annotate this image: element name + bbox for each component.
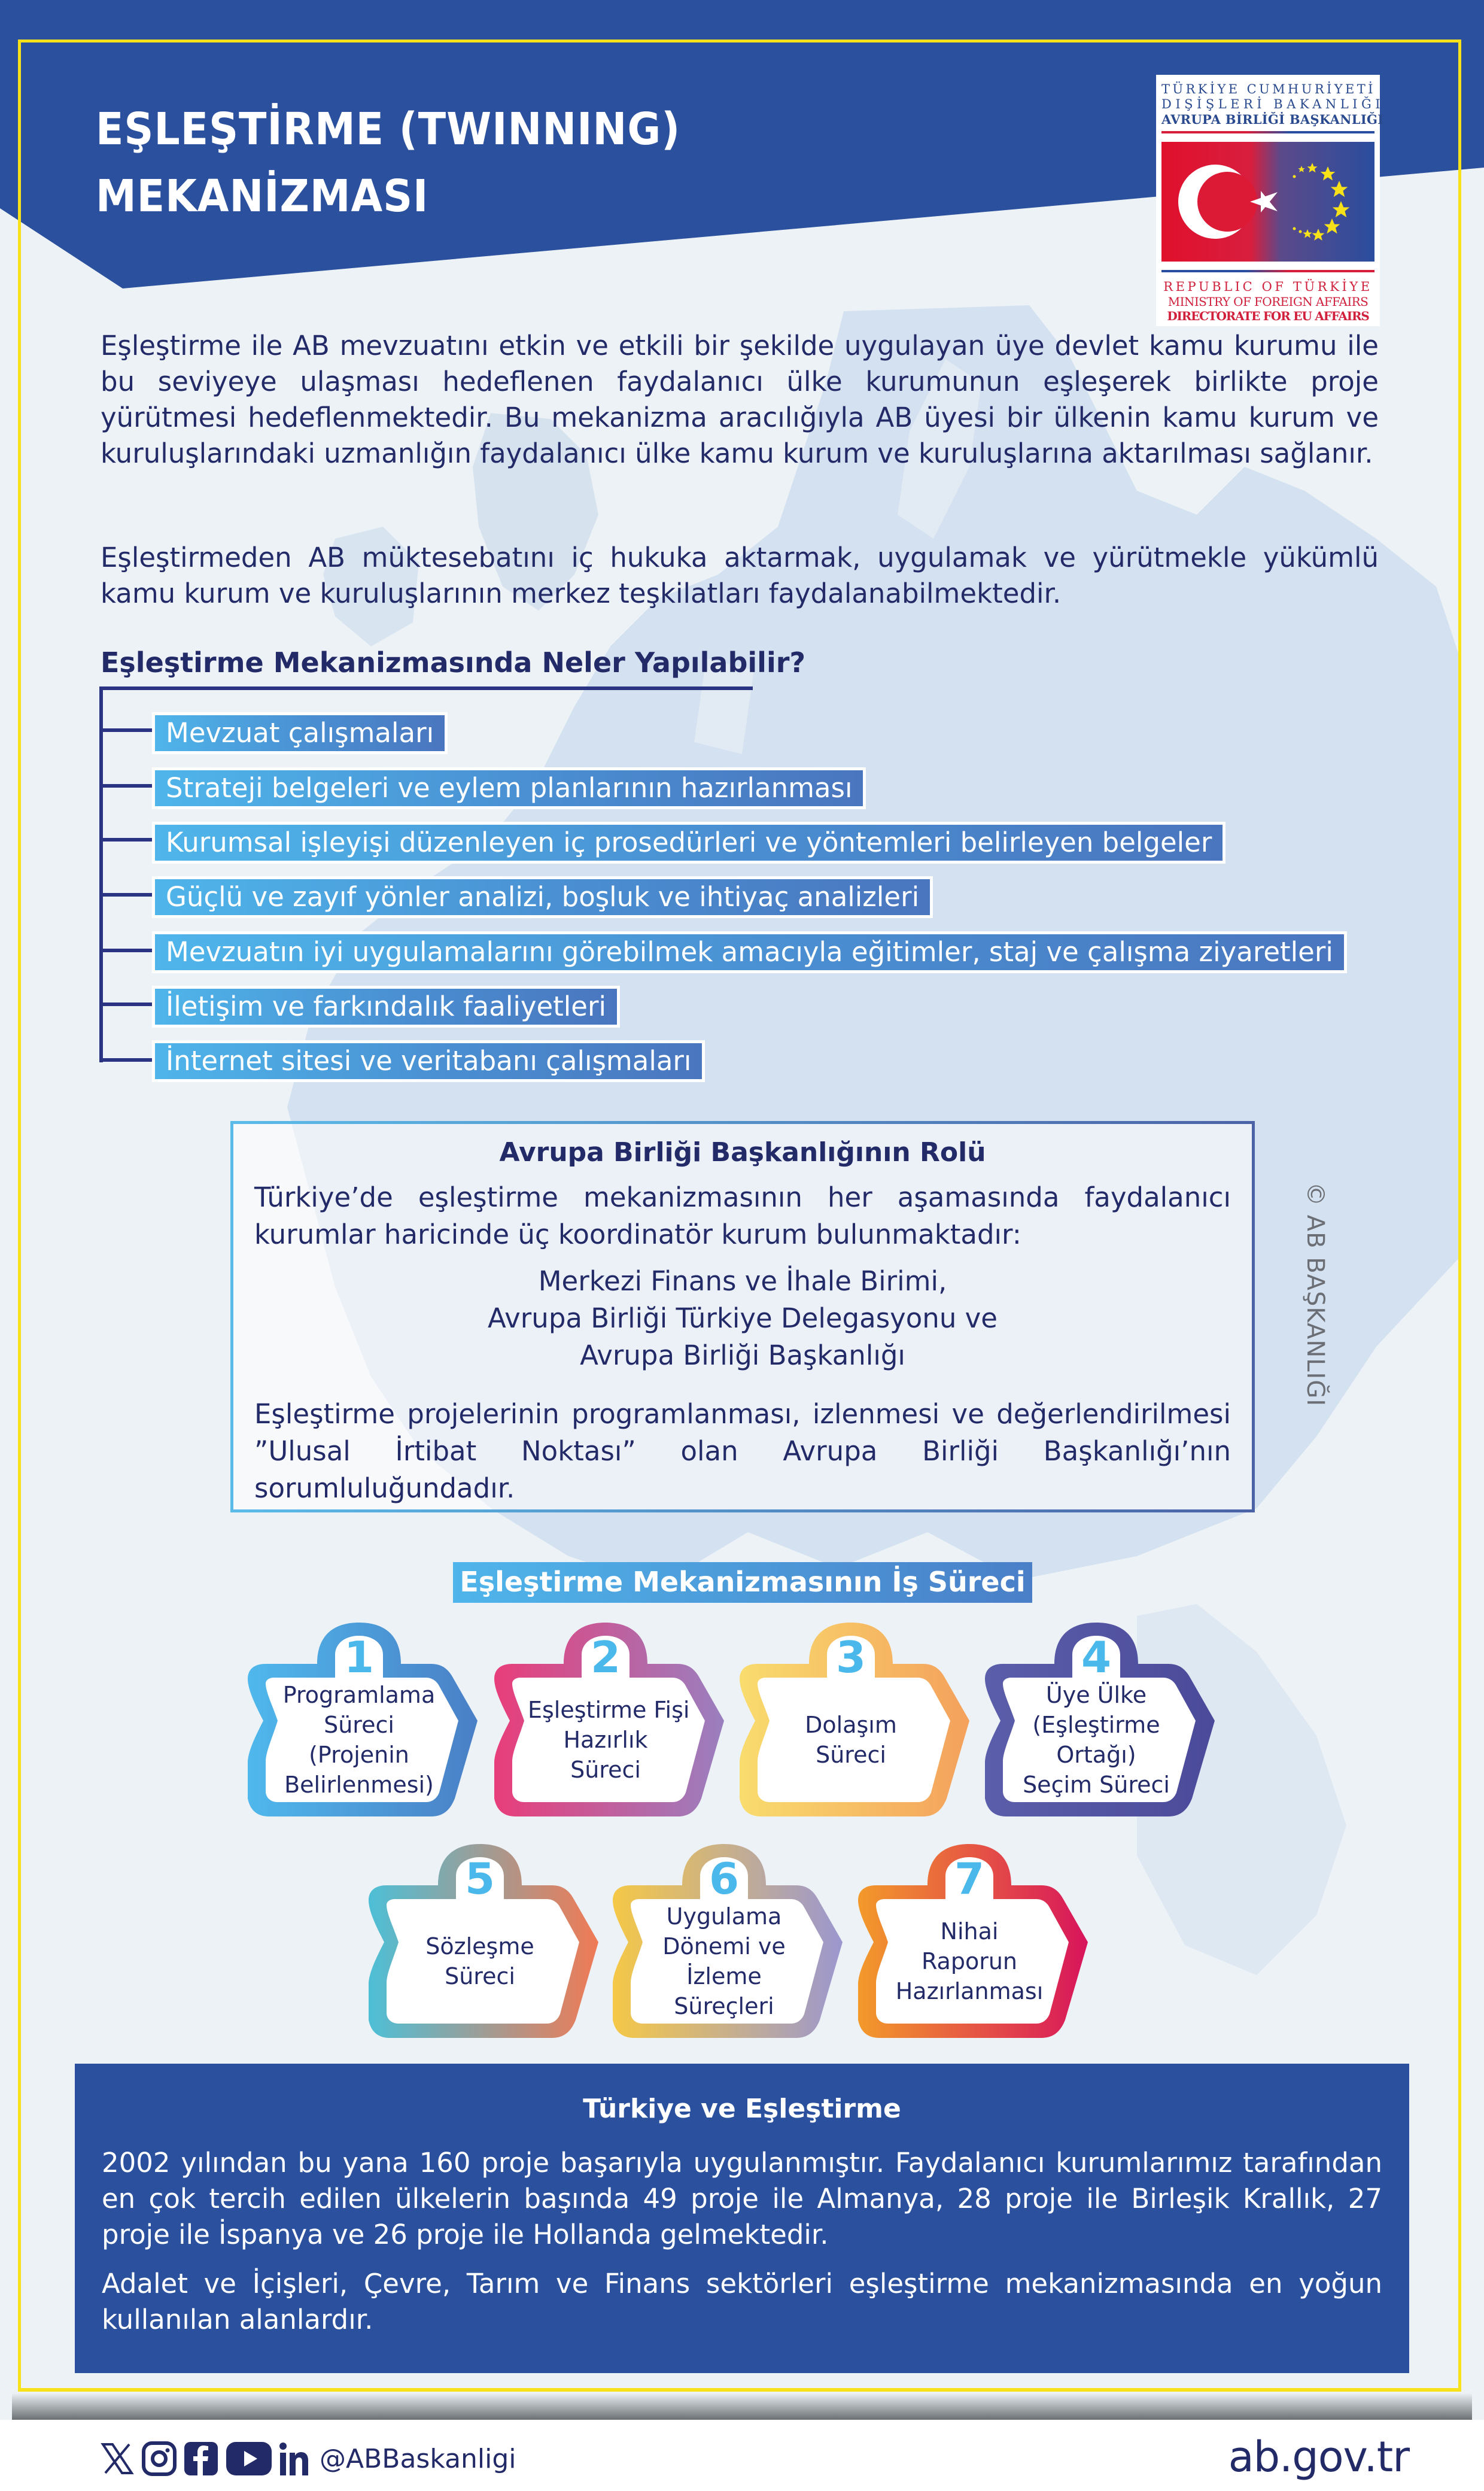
step-number: 6	[708, 1854, 740, 1904]
logo-divider	[1161, 131, 1374, 133]
facebook-icon[interactable]	[183, 2441, 219, 2477]
activity-item: Mevzuatın iyi uygulamalarını görebilmek amacıyla eğitimler, staj ve çalışma ziyaretleri	[152, 931, 1347, 973]
process-step	[360, 1840, 600, 2044]
list-connector	[99, 893, 152, 897]
institution: Avrupa Birliği Başkanlığı	[580, 1339, 905, 1371]
step-label-line: Belirlenmesi)	[284, 1772, 434, 1798]
process-step	[850, 1840, 1089, 2044]
step-label	[892, 1916, 1047, 2006]
footer-shadow	[12, 2393, 1472, 2420]
step-label-line: Programlama	[282, 1682, 436, 1708]
logo-en-line-3: DIRECTORATE FOR EU AFFAIRS	[1167, 309, 1369, 323]
step-label-line: Raporun	[921, 1948, 1017, 1974]
institution: Avrupa Birliği Türkiye Delegasyonu ve	[488, 1302, 998, 1334]
step-label-line: Hazırlanması	[895, 1978, 1044, 2004]
step-label-line: İzleme	[686, 1963, 762, 1989]
turkiye-paragraph-1: 2002 yılından bu yana 160 proje başarıyla uygulanmıştır. Faydalanıcı kurumlarımız tarafından en çok tercih edilen ülkelerin başında 49 proje ile Almanya, 28 proje ile Birleşik Krallık, 27 proje ile İspanya ve 26 proje ile Hollanda gelmektedir.	[102, 2147, 1382, 2250]
title-line-2: MEKANİZMASI	[96, 171, 429, 222]
linkedin-icon[interactable]	[279, 2441, 310, 2477]
step-label	[1018, 1680, 1174, 1800]
step-label-line: Süreci	[445, 1963, 515, 1989]
step-number: 1	[343, 1632, 375, 1682]
step-label	[281, 1680, 437, 1800]
step-label-line: Hazırlık	[563, 1727, 648, 1753]
ministry-logo	[1156, 75, 1385, 326]
process-step	[604, 1840, 844, 2044]
turkiye-box	[75, 2064, 1409, 2373]
activity-item: Güçlü ve zayıf yönler analizi, boşluk ve ihtiyaç analizleri	[152, 876, 933, 918]
step-label-line: Eşleştirme Fişi	[528, 1697, 690, 1723]
list-connector	[99, 949, 152, 952]
page-title	[96, 96, 680, 230]
step-label	[773, 1710, 929, 1770]
step-number: 7	[954, 1854, 985, 1904]
step-number: 3	[835, 1632, 866, 1682]
step-label-line: (Eşleştirme	[1032, 1712, 1160, 1738]
step-label-line: Seçim Süreci	[1023, 1772, 1170, 1798]
instagram-icon[interactable]	[141, 2441, 177, 2477]
step-label-line: Dönemi ve	[662, 1933, 786, 1960]
logo-tr-line-2: DIŞİŞLERİ BAKANLIĞI	[1161, 97, 1385, 111]
step-label-line: Süreçleri	[674, 1993, 774, 2019]
step-label	[528, 1695, 690, 1785]
title-line-1: EŞLEŞTİRME (TWINNING)	[96, 104, 681, 155]
activity-item: Kurumsal işleyişi düzenleyen iç prosedürleri ve yöntemleri belirleyen belgeler	[152, 822, 1225, 864]
youtube-icon[interactable]	[225, 2441, 273, 2477]
step-label-line: Nihai	[940, 1918, 999, 1945]
institution: Merkezi Finans ve İhale Birimi,	[538, 1265, 947, 1297]
turkiye-paragraph-2: Adalet ve İçişleri, Çevre, Tarım ve Finans sektörleri eşleştirme mekanizmasında en yoğun kullanılan alanlardır.	[102, 2268, 1382, 2335]
list-connector	[99, 1058, 152, 1062]
process-step	[731, 1619, 971, 1822]
process-step	[239, 1619, 479, 1822]
step-label-line: (Projenin	[309, 1742, 409, 1768]
activity-item: İnternet sitesi ve veritabanı çalışmaları	[152, 1040, 705, 1082]
x-icon[interactable]	[99, 2441, 135, 2477]
activities-heading-underline	[101, 686, 753, 690]
role-title: Avrupa Birliği Başkanlığının Rolü	[499, 1137, 986, 1168]
logo-divider-2	[1161, 270, 1374, 272]
activity-item: Strateji belgeleri ve eylem planlarının hazırlanması	[152, 767, 866, 809]
step-label	[402, 1931, 558, 1991]
step-label-line: Üye Ülke	[1045, 1682, 1147, 1708]
social-links	[99, 2441, 516, 2477]
social-handle[interactable]: @ABBaskanligi	[320, 2443, 516, 2474]
step-label-line: Ortağı)	[1056, 1742, 1136, 1768]
turkey-eu-flag-icon	[1161, 142, 1374, 262]
step-number: 4	[1081, 1632, 1112, 1682]
process-step	[977, 1619, 1216, 1822]
website-link[interactable]: ab.gov.tr	[1228, 2432, 1409, 2481]
step-label-line: Sözleşme	[425, 1933, 534, 1960]
intro-paragraph-1: Eşleştirme ile AB mevzuatını etkin ve etkili bir şekilde uygulayan üye devlet kamu kurumu ile bu seviyeye ulaşması hedeflenen faydalanıcı ülke kurumunun eşleşerek birlikte proje yürütmesi hedeflenmektedir. Bu mekanizma aracılığıyla AB üyesi bir ülkenin kamu kurum ve kuruluşlarındaki uzmanlığın faydalanıcı ülke kamu kurum ve kuruluşlarına aktarılması sağlanır.	[101, 330, 1379, 469]
intro-paragraph-2: Eşleştirmeden AB müktesebatını iç hukuka aktarmak, uygulamak ve yürütmekle yükümlü kamu kurum ve kuruluşlarının merkez teşkilatları faydalanabilmektedir.	[101, 542, 1379, 609]
role-closing: Eşleştirme projelerinin programlanması, izlenmesi ve değerlendirilmesi ”Ulusal İrtibat Noktası” olan Avrupa Birliği Başkanlığı’nın sorumluluğundadır.	[254, 1398, 1231, 1504]
step-label-line: Süreci	[816, 1742, 886, 1768]
step-label	[646, 1901, 802, 2021]
activity-item: Mevzuat çalışmaları	[152, 712, 448, 754]
logo-tr-line-3: AVRUPA BİRLİĞİ BAŞKANLIĞI	[1161, 112, 1384, 127]
list-connector	[99, 784, 152, 788]
logo-en-line-1: REPUBLIC OF TÜRKİYE	[1163, 280, 1373, 294]
list-connector	[99, 728, 152, 732]
step-label-line: Süreci	[324, 1712, 394, 1738]
activity-item: İletişim ve farkındalık faaliyetleri	[152, 986, 620, 1028]
logo-tr-line-1: TÜRKİYE CUMHURİYETİ	[1161, 82, 1376, 96]
role-box	[230, 1121, 1255, 1512]
turkiye-title: Türkiye ve Eşleştirme	[583, 2094, 901, 2124]
copyright-text: © AB BAŞKANLIĞI	[1301, 1182, 1329, 1407]
step-number: 2	[590, 1632, 621, 1682]
step-number: 5	[464, 1854, 495, 1904]
role-intro: Türkiye’de eşleştirme mekanizmasının her aşamasında faydalanıcı kurumlar haricinde üç koordinatör kurum bulunmaktadır:	[254, 1181, 1231, 1250]
step-label-line: Uygulama	[666, 1903, 782, 1930]
process-step	[486, 1619, 725, 1822]
logo-en-line-2: MINISTRY OF FOREIGN AFFAIRS	[1167, 294, 1369, 309]
list-connector	[99, 1003, 152, 1006]
activities-heading: Eşleştirme Mekanizmasında Neler Yapılabilir?	[101, 646, 806, 679]
step-label-line: Dolaşım	[805, 1712, 897, 1738]
step-label-line: Süreci	[570, 1757, 641, 1783]
list-connector	[99, 838, 152, 842]
process-heading: Eşleştirme Mekanizmasının İş Süreci	[453, 1562, 1032, 1603]
